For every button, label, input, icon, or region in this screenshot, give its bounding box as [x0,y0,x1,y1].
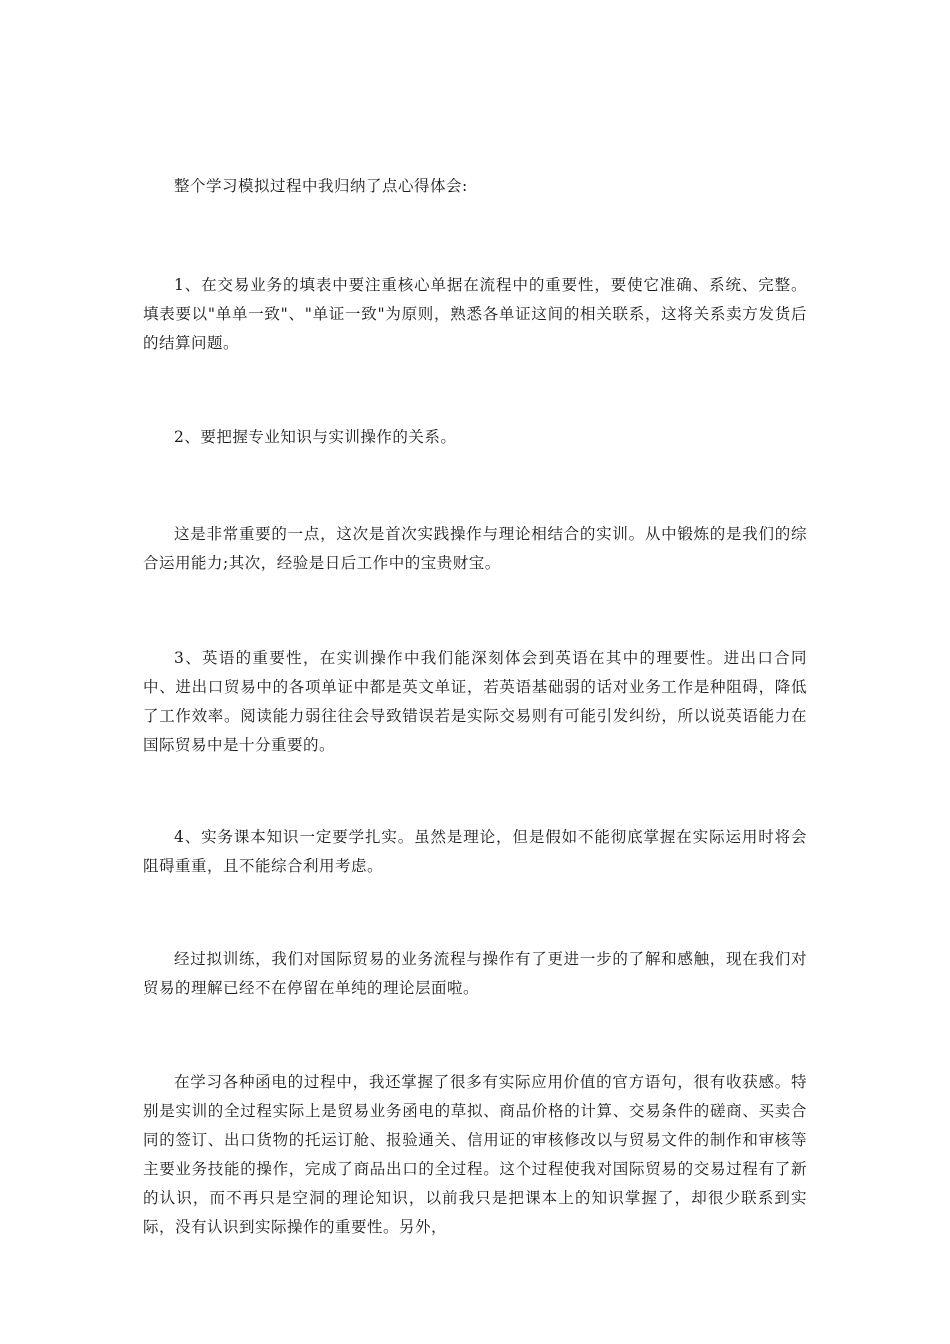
paragraph-correspondence: 在学习各种函电的过程中，我还掌握了很多有实际应用价值的官方语句，很有收获感。特别是实训的全过程实际上是贸易业务函电的草拟、商品价格的计算、交易条件的磋商、买卖合同的签订、出口货物的托运订舱、报验通关、信用证的审核修改以与贸易文件的制作和审核等主要业务技能的操作，完成了商品出口的全过程。这个过程使我对国际贸易的交易过程有了新的认识，而不再只是空洞的理论知识，以前我只是把课本上的知识掌握了，却很少联系到实际，没有认识到实际操作的重要性。另外， [143,1073,807,1236]
paragraph-point-2: 2、要把握专业知识与实训操作的关系。 [174,428,457,446]
paragraph-point-1: 1、在交易业务的填表中要注重核心单据在流程中的重要性，要使它准确、系统、完整。填表要以"单单一致"、"单证一致"为原则，熟悉各单证这间的相关联系，这将关系卖方发货后的结算问题。 [143,276,807,352]
paragraph-point-3: 3、英语的重要性，在实训操作中我们能深刻体会到英语在其中的理要性。进出口合同中、进出口贸易中的各项单证中都是英文单证，若英语基础弱的话对业务工作是种阻碍，降低了工作效率。阅读能力弱往往会导致错误若是实际交易则有可能引发纠纷，所以说英语能力在国际贸易中是十分重要的。 [143,649,807,754]
paragraph-summary: 经过拟训练，我们对国际贸易的业务流程与操作有了更进一步的了解和感触，现在我们对贸易的理解已经不在停留在单纯的理论层面啦。 [143,950,807,997]
paragraph-intro: 整个学习模拟过程中我归纳了点心得体会: [174,177,468,195]
paragraph-point-4: 4、实务课本知识一定要学扎实。虽然是理论，但是假如不能彻底掌握在实际运用时将会阻碍重重，且不能综合利用考虑。 [143,828,807,875]
paragraph-point-2-detail: 这是非常重要的一点，这次是首次实践操作与理论相结合的实训。从中锻炼的是我们的综合运用能力;其次，经验是日后工作中的宝贵财宝。 [143,525,807,572]
